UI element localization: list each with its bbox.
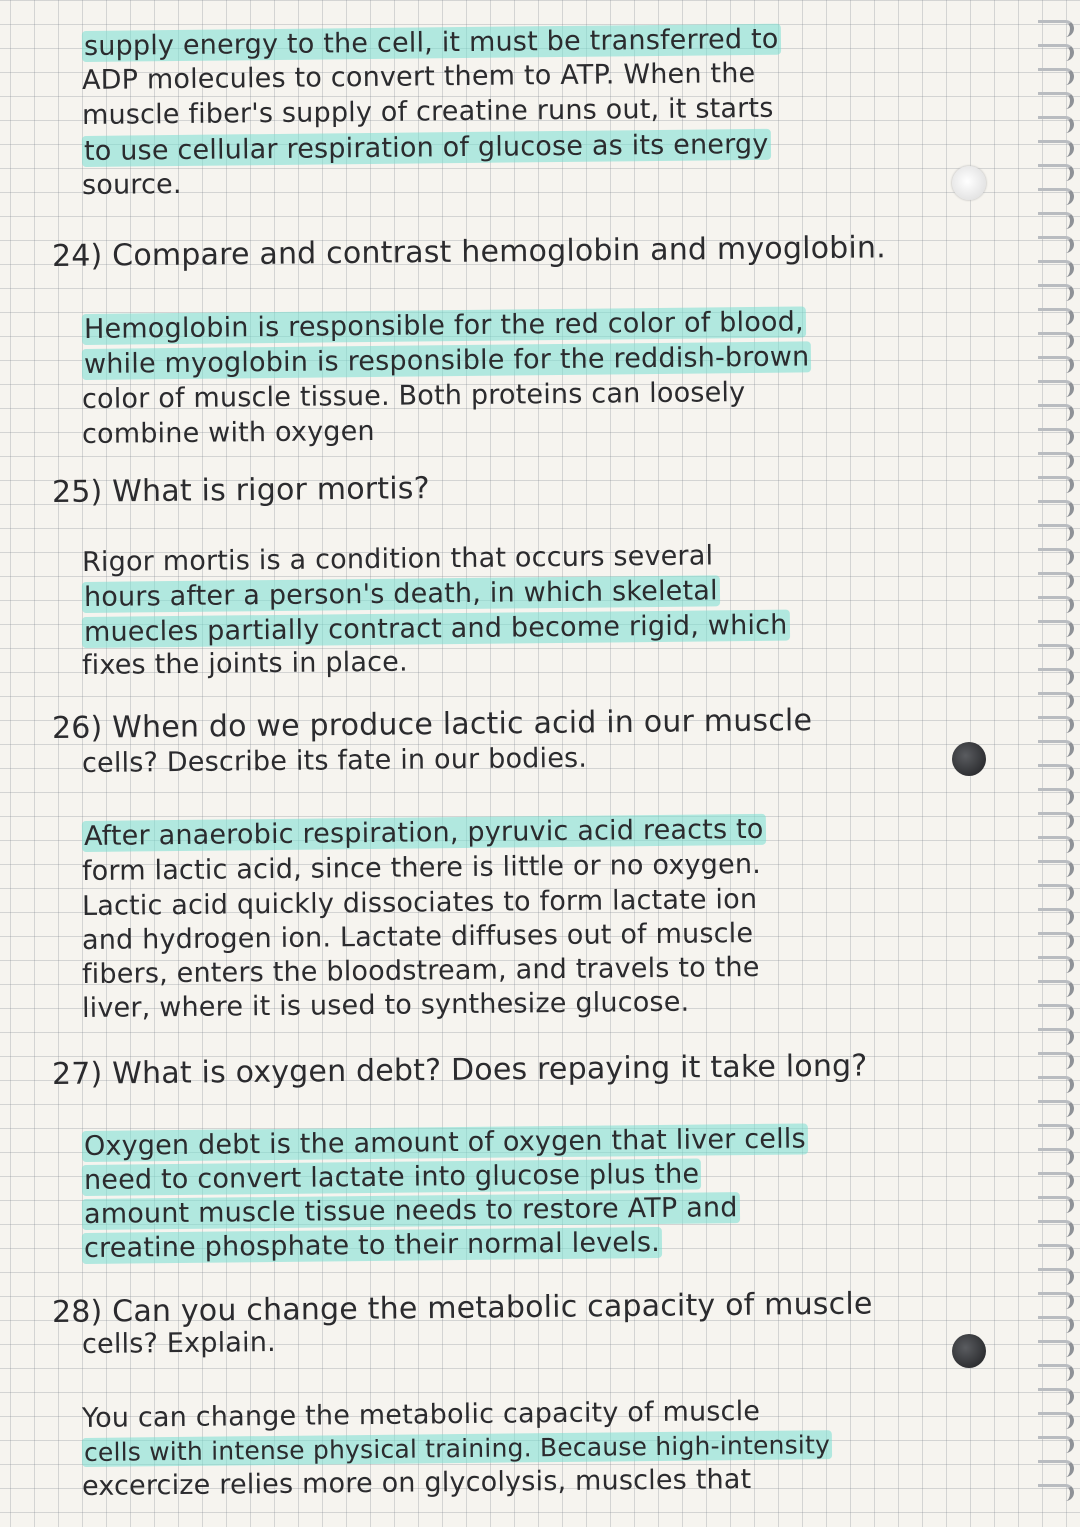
question-27: 27) What is oxygen debt? Does repaying it take long?	[51, 1048, 868, 1092]
spiral-coil	[1038, 68, 1074, 85]
spiral-coil	[1038, 404, 1074, 421]
spiral-coil	[1038, 1220, 1074, 1237]
answer-line: form lactic acid, since there is little or no oxygen.	[81, 848, 762, 887]
spiral-coil	[1038, 1364, 1074, 1381]
answer-line: You can change the metabolic capacity of muscle	[81, 1395, 761, 1434]
spiral-coil	[1038, 1028, 1074, 1045]
answer-line: liver, where it is used to synthesize glucose.	[81, 986, 690, 1024]
spiral-coil	[1038, 908, 1074, 925]
spiral-coil	[1038, 1388, 1074, 1405]
answer-line: cells with intense physical training. Because high-intensity	[83, 1430, 831, 1467]
spiral-coil	[1038, 356, 1074, 373]
spiral-coil	[1038, 1460, 1074, 1477]
spiral-coil	[1038, 164, 1074, 181]
spiral-coil	[1038, 1316, 1074, 1333]
spiral-coil	[1038, 452, 1074, 469]
spiral-coil	[1038, 20, 1074, 37]
spiral-coil	[1038, 1196, 1074, 1213]
answer-line: need to convert lactate into glucose plus the	[83, 1158, 700, 1196]
answer-line: while myoglobin is responsible for the reddish-brown	[83, 341, 810, 380]
spiral-coil	[1038, 1412, 1074, 1429]
spiral-coil	[1038, 620, 1074, 637]
note-line: source.	[81, 168, 182, 201]
binder-hole	[952, 1334, 986, 1368]
answer-line: creatine phosphate to their normal levels.	[83, 1226, 661, 1264]
spiral-coil	[1038, 812, 1074, 829]
spiral-coil	[1038, 1484, 1074, 1501]
spiral-coil	[1038, 644, 1074, 661]
spiral-coil	[1038, 308, 1074, 325]
answer-line: and hydrogen ion. Lactate diffuses out of muscle	[81, 917, 754, 956]
question-25: 25) What is rigor mortis?	[51, 471, 430, 510]
spiral-coil	[1038, 980, 1074, 997]
spiral-coil	[1038, 140, 1074, 157]
spiral-coil	[1038, 548, 1074, 565]
spiral-coil	[1038, 380, 1074, 397]
spiral-coil	[1038, 44, 1074, 61]
answer-line: After anaerobic respiration, pyruvic acid reacts to	[83, 813, 764, 852]
binder-hole	[952, 166, 986, 200]
spiral-coil	[1038, 1292, 1074, 1309]
spiral-coil	[1038, 860, 1074, 877]
spiral-coil	[1038, 1244, 1074, 1261]
spiral-coil	[1038, 740, 1074, 757]
spiral-coil	[1038, 836, 1074, 853]
answer-line: combine with oxygen	[81, 415, 375, 450]
spiral-coil	[1038, 1100, 1074, 1117]
question-28-cont: cells? Explain.	[81, 1326, 277, 1360]
spiral-coil	[1038, 188, 1074, 205]
spiral-coil	[1038, 284, 1074, 301]
spiral-coil	[1038, 1148, 1074, 1165]
spiral-coil	[1038, 716, 1074, 733]
spiral-coil	[1038, 668, 1074, 685]
answer-line: muecles partially contract and become rigid, which	[83, 609, 788, 648]
answer-line: Rigor mortis is a condition that occurs several	[81, 540, 714, 578]
spiral-coil	[1038, 1172, 1074, 1189]
question-28: 28) Can you change the metabolic capacity of muscle	[51, 1286, 873, 1330]
spiral-coil	[1038, 884, 1074, 901]
spiral-binding	[1036, 20, 1080, 1520]
spiral-coil	[1038, 788, 1074, 805]
answer-line: color of muscle tissue. Both proteins can loosely	[81, 377, 746, 415]
spiral-coil	[1038, 332, 1074, 349]
spiral-coil	[1038, 764, 1074, 781]
spiral-coil	[1038, 1052, 1074, 1069]
answer-line: fibers, enters the bloodstream, and travels to the	[81, 951, 760, 990]
spiral-coil	[1038, 1004, 1074, 1021]
question-24: 24) Compare and contrast hemoglobin and myoglobin.	[51, 230, 887, 274]
spiral-coil	[1038, 236, 1074, 253]
spiral-coil	[1038, 1124, 1074, 1141]
spiral-coil	[1038, 932, 1074, 949]
spiral-coil	[1038, 212, 1074, 229]
spiral-coil	[1038, 476, 1074, 493]
note-line: to use cellular respiration of glucose as its energy	[83, 128, 769, 167]
note-line: supply energy to the cell, it must be transferred to	[83, 23, 779, 62]
spiral-coil	[1038, 260, 1074, 277]
spiral-coil	[1038, 92, 1074, 109]
answer-line: Oxygen debt is the amount of oxygen that liver cells	[83, 1123, 806, 1162]
question-26-cont: cells? Describe its fate in our bodies.	[81, 742, 588, 779]
spiral-coil	[1038, 500, 1074, 517]
spiral-coil	[1038, 428, 1074, 445]
spiral-coil	[1038, 1340, 1074, 1357]
spiral-coil	[1038, 1076, 1074, 1093]
spiral-coil	[1038, 956, 1074, 973]
spiral-coil	[1038, 1268, 1074, 1285]
question-26: 26) When do we produce lactic acid in our muscle	[51, 703, 813, 746]
binder-hole	[952, 742, 986, 776]
spiral-coil	[1038, 524, 1074, 541]
spiral-coil	[1038, 692, 1074, 709]
answer-line: fixes the joints in place.	[81, 646, 408, 681]
spiral-coil	[1038, 1436, 1074, 1453]
note-line: muscle fiber's supply of creatine runs out, it starts	[81, 92, 774, 131]
answer-line: amount muscle tissue needs to restore ATP and	[83, 1192, 738, 1230]
spiral-coil	[1038, 572, 1074, 589]
note-line: ADP molecules to convert them to ATP. When the	[81, 57, 756, 96]
answer-line: excercize relies more on glycolysis, muscles that	[81, 1463, 752, 1502]
spiral-coil	[1038, 596, 1074, 613]
answer-line: Lactic acid quickly dissociates to form lactate ion	[81, 883, 758, 922]
spiral-coil	[1038, 116, 1074, 133]
answer-line: hours after a person's death, in which skeletal	[83, 575, 718, 613]
answer-line: Hemoglobin is responsible for the red color of blood,	[83, 306, 804, 345]
